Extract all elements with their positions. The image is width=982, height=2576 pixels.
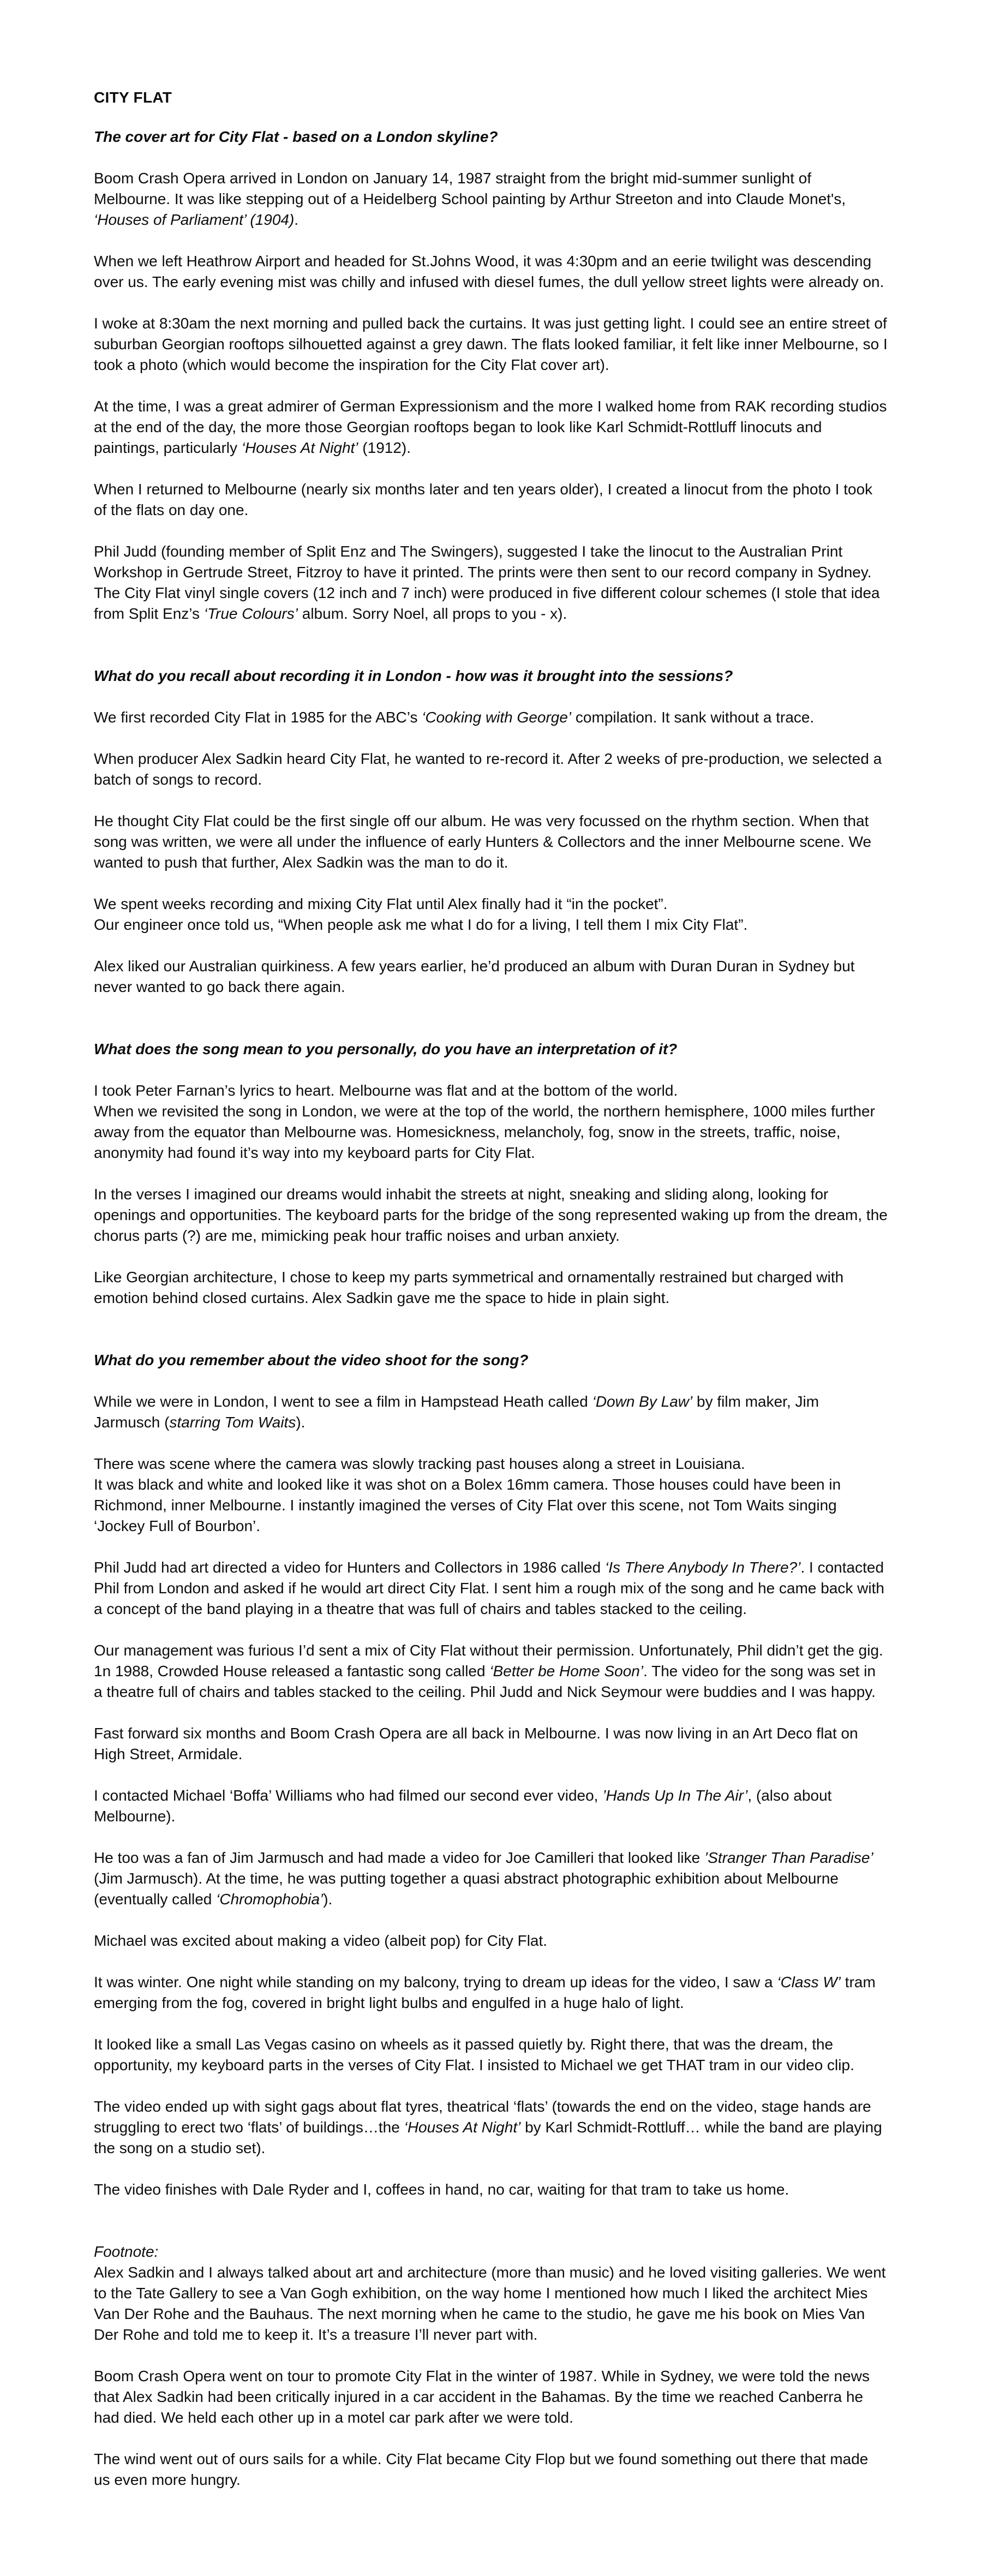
- body-text: ).: [323, 1891, 333, 1908]
- body-text: . The video for the song was set in a theatre full of chairs and tables stacked to the ceiling. Phil Judd and Nick Seymour were buddies and I was happy.: [94, 1663, 876, 1700]
- qa-section: [94, 1039, 888, 1308]
- answer-paragraph: [94, 2096, 888, 2159]
- italic-title-text: ‘Is There Anybody In There?’: [605, 1559, 801, 1576]
- answer-paragraph: [94, 251, 888, 292]
- italic-title-text: ‘Cooking with George’: [422, 709, 572, 726]
- answer-paragraph: [94, 1184, 888, 1246]
- answer-paragraph: [94, 1557, 888, 1619]
- body-text: Boom Crash Opera arrived in London on January 14, 1987 straight from the bright mid-summer sunlight of Melbourne. It was like stepping out of a Heidelberg School painting by Arthur Streeton and into Claude Monet's,: [94, 170, 846, 207]
- body-text: Michael was excited about making a video (albeit pop) for City Flat.: [94, 1932, 548, 1949]
- body-text: We first recorded City Flat in 1985 for the ABC’s: [94, 709, 422, 726]
- answer-paragraph: [94, 1848, 888, 1910]
- answer-paragraph: [94, 1267, 888, 1308]
- qa-section: [94, 1350, 888, 2200]
- body-text: Alex liked our Australian quirkiness. A few years earlier, he’d produced an album with Duran Duran in Sydney but never wanted to go back there again.: [94, 958, 855, 995]
- body-text: I woke at 8:30am the next morning and pulled back the curtains. It was just getting light. I could see an entire street of suburban Georgian rooftops silhouetted against a grey dawn. The flats looked familiar, it felt like inner Melbourne, so I took a photo (which would become the inspiration for the City Flat cover art).: [94, 315, 888, 373]
- answer-paragraph: [94, 1454, 888, 1537]
- answer-paragraph: [94, 749, 888, 790]
- body-text: by Karl Schmidt-Rottluff… while the band are playing the song on a studio set).: [94, 2119, 882, 2156]
- answer-paragraph: [94, 1930, 888, 1951]
- body-text: (Jim Jarmusch). At the time, he was putting together a quasi abstract photographic exhibition about Melbourne (eventually called: [94, 1870, 839, 1908]
- body-text: Fast forward six months and Boom Crash Opera are all back in Melbourne. I was now living in an Art Deco flat on High Street, Armidale.: [94, 1725, 858, 1762]
- section-question: What do you remember about the video shoot for the song?: [94, 1352, 529, 1368]
- answer-paragraph: [94, 894, 888, 935]
- section-question: What does the song mean to you personally, do you have an interpretation of it?: [94, 1041, 678, 1057]
- body-text: The video ended up with sight gags about flat tyres, theatrical ‘flats’ (towards the end on the video, stage hands are struggling to erect two ‘flats’ of buildings…the: [94, 2098, 871, 2136]
- body-text: Alex Sadkin and I always talked about art and architecture (more than music) and he loved visiting galleries. We went to the Tate Gallery to see a Van Gogh exhibition, on the way home I mentioned how much I liked the architect Mies Van Der Rohe and the Bauhaus. The next morning when he came to the studio, he gave me his book on Mies Van Der Rohe and told me to keep it. It’s a treasure I’ll never part with.: [94, 2264, 886, 2343]
- italic-title-text: ‘Better be Home Soon’: [489, 1663, 644, 1680]
- body-text: It was black and white and looked like it was shot on a Bolex 16mm camera. Those houses could have been in Richmond, inner Melbourne. I instantly imagined the verses of City Flat over this scene, not Tom Waits singing ‘Jockey Full of Bourbon’.: [94, 1476, 841, 1534]
- body-text: When we revisited the song in London, we were at the top of the world, the northern hemisphere, 1000 miles further away from the equator than Melbourne was. Homesickness, melancholy, fog, snow in the streets, traffic, noise, anonymity had found it’s way into my keyboard parts for City Flat.: [94, 1103, 875, 1161]
- body-text: When I returned to Melbourne (nearly six months later and ten years older), I created a linocut from the photo I took of the flats on day one.: [94, 481, 873, 518]
- body-text: Our engineer once told us, “When people ask me what I do for a living, I tell them I mix City Flat”.: [94, 916, 748, 933]
- italic-title-text: ‘Houses At Night’: [241, 439, 358, 456]
- footnote-paragraph: [94, 2366, 888, 2428]
- answer-paragraph: [94, 541, 888, 624]
- document-title: CITY FLAT: [94, 89, 172, 106]
- body-text: Phil Judd (founding member of Split Enz and The Swingers), suggested I take the linocut to the Australian Print Workshop in Gertrude Street, Fitzroy to have it printed. The prints were then sent to our record company in Sydney. The City Flat vinyl single covers (12 inch and 7 inch) were produced in five different colour schemes (I stole that idea from Split Enz’s: [94, 543, 880, 622]
- answer-paragraph: [94, 168, 888, 230]
- body-text: ).: [296, 1414, 306, 1431]
- italic-title-text: ‘Houses of Parliament’ (1904): [94, 211, 295, 228]
- body-text: Like Georgian architecture, I chose to keep my parts symmetrical and ornamentally restrained but charged with emotion behind closed curtains. Alex Sadkin gave me the space to hide in plain sight.: [94, 1269, 844, 1306]
- body-text: compilation. It sank without a trace.: [571, 709, 815, 726]
- answer-paragraph: [94, 956, 888, 997]
- body-text: Boom Crash Opera went on tour to promote City Flat in the winter of 1987. While in Sydney, we were told the news that Alex Sadkin had been critically injured in a car accident in the Bahamas. By the time we reached Canberra he had died. We held each other up in a motel car park after we were told.: [94, 2368, 870, 2426]
- body-text: He too was a fan of Jim Jarmusch and had made a video for Joe Camilleri that looked like: [94, 1849, 705, 1866]
- answer-paragraph: [94, 1972, 888, 2013]
- body-text: (1912).: [358, 439, 411, 456]
- body-text: tram emerging from the fog, covered in bright light bulbs and engulfed in a huge halo of light.: [94, 1974, 876, 2011]
- body-text: Our management was furious I’d sent a mix of City Flat without their permission. Unfortunately, Phil didn’t get the gig. 1n 1988, Crowded House released a fantastic song called: [94, 1642, 883, 1680]
- footnote-label: Footnote:: [94, 2243, 159, 2260]
- body-text: I contacted Michael ‘Boffa’ Williams who had filmed our second ever video,: [94, 1787, 603, 1804]
- qa-section: [94, 127, 888, 624]
- answer-paragraph: [94, 1391, 888, 1433]
- answer-paragraph: [94, 1785, 888, 1827]
- body-text: The video finishes with Dale Ryder and I, coffees in hand, no car, waiting for that tram to take us home.: [94, 2181, 789, 2198]
- italic-title-text: starring Tom Waits: [169, 1414, 296, 1431]
- body-text: The wind went out of ours sails for a while. City Flat became City Flop but we found something out there that made us even more hungry.: [94, 2451, 869, 2488]
- italic-title-text: ‘True Colours’: [203, 605, 298, 622]
- qa-section: [94, 666, 888, 997]
- italic-title-text: ‘Chromophobia’: [216, 1891, 324, 1908]
- italic-title-text: ’Stranger Than Paradise’: [704, 1849, 873, 1866]
- body-text: by film maker, Jim Jarmusch (: [94, 1393, 819, 1431]
- body-text: Phil Judd had art directed a video for Hunters and Collectors in 1986 called: [94, 1559, 605, 1576]
- answer-paragraph: [94, 707, 888, 728]
- body-text: I took Peter Farnan’s lyrics to heart. Melbourne was flat and at the bottom of the world.: [94, 1082, 678, 1099]
- body-text: .: [294, 211, 299, 228]
- body-text: At the time, I was a great admirer of German Expressionism and the more I walked home from RAK recording studios at the end of the day, the more those Georgian rooftops began to look like Karl Schmidt-Rottluff linocuts and paintings, particularly: [94, 398, 887, 456]
- answer-paragraph: [94, 313, 888, 375]
- body-text: , (also about Melbourne).: [94, 1787, 832, 1825]
- answer-paragraph: [94, 479, 888, 521]
- body-text: . I contacted Phil from London and asked if he would art direct City Flat. I sent him a rough mix of the song and he came back with a concept of the band playing in a theatre that was full of chairs and tables stacked to the ceiling.: [94, 1559, 884, 1617]
- footnote-paragraph: [94, 2449, 888, 2490]
- italic-title-text: ‘Down By Law’: [592, 1393, 693, 1410]
- sections-container: [94, 127, 888, 2200]
- italic-title-text: ’Hands Up In The Air’: [602, 1787, 748, 1804]
- body-text: He thought City Flat could be the first single off our album. He was very focussed on the rhythm section. When that song was written, we were all under the influence of early Hunters & Collectors and the inner Melbourne scene. We wanted to push that further, Alex Sadkin was the man to do it.: [94, 812, 872, 871]
- answer-paragraph: [94, 1080, 888, 1163]
- body-text: In the verses I imagined our dreams would inhabit the streets at night, sneaking and sliding along, looking for openings and opportunities. The keyboard parts for the bridge of the song represented waking up from the dream, the chorus parts (?) are me, mimicking peak hour traffic noises and urban anxiety.: [94, 1186, 888, 1244]
- body-text: While we were in London, I went to see a film in Hampstead Heath called: [94, 1393, 592, 1410]
- body-text: When we left Heathrow Airport and headed for St.Johns Wood, it was 4:30pm and an eerie twilight was descending over us. The early evening mist was chilly and infused with diesel fumes, the dull yellow street lights were already on.: [94, 253, 884, 290]
- body-text: We spent weeks recording and mixing City Flat until Alex finally had it “in the pocket”.: [94, 895, 668, 912]
- italic-title-text: ‘Houses At Night’: [404, 2119, 521, 2136]
- body-text: It was winter. One night while standing on my balcony, trying to dream up ideas for the video, I saw a: [94, 1974, 777, 1991]
- section-question: What do you recall about recording it in London - how was it brought into the sessions?: [94, 667, 733, 684]
- body-text: There was scene where the camera was slowly tracking past houses along a street in Louisiana.: [94, 1455, 745, 1472]
- body-text: album. Sorry Noel, all props to you - x).: [297, 605, 567, 622]
- footnote: [94, 2242, 888, 2490]
- answer-paragraph: [94, 396, 888, 458]
- italic-title-text: ‘Class W’: [777, 1974, 841, 1991]
- answer-paragraph: [94, 1723, 888, 1765]
- answer-paragraph: [94, 2034, 888, 2076]
- answer-paragraph: [94, 2179, 888, 2200]
- answer-paragraph: [94, 811, 888, 873]
- section-question: The cover art for City Flat - based on a London skyline?: [94, 128, 498, 145]
- answer-paragraph: [94, 1640, 888, 1702]
- body-text: It looked like a small Las Vegas casino on wheels as it passed quietly by. Right there, that was the dream, the opportunity, my keyboard parts in the verses of City Flat. I insisted to Michael we get THAT tram in our video clip.: [94, 2036, 854, 2073]
- body-text: When producer Alex Sadkin heard City Flat, he wanted to re-record it. After 2 weeks of pre-production, we selected a batch of songs to record.: [94, 750, 882, 788]
- footnote-paragraph: [94, 2242, 888, 2345]
